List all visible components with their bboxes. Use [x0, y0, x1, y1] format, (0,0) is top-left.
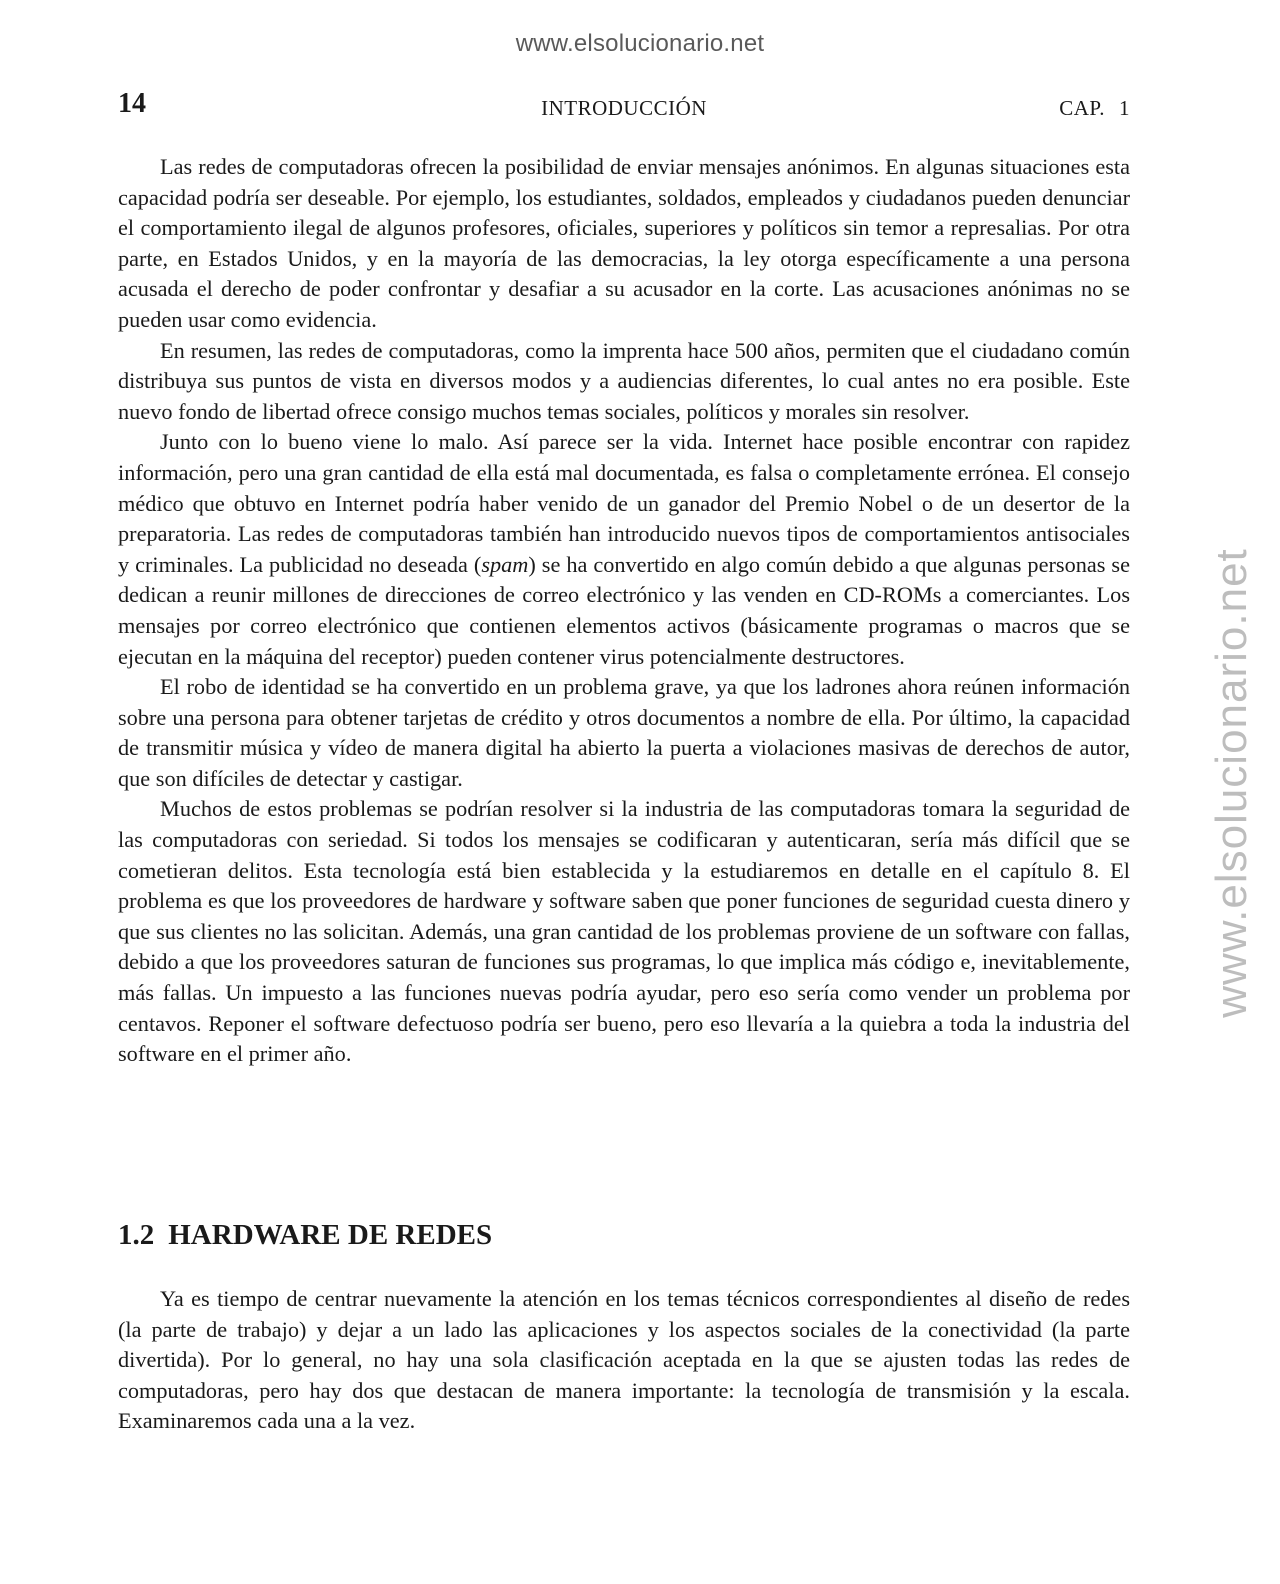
watermark-top: www.elsolucionario.net	[515, 30, 765, 57]
watermark-side: www.elsolucionario.net	[1207, 548, 1256, 1018]
emphasis-term: spam	[481, 551, 529, 577]
section-number: 1.2	[118, 1219, 155, 1251]
running-title: INTRODUCCIÓN	[541, 96, 707, 120]
running-head	[118, 88, 1130, 128]
paragraph: Muchos de estos problemas se podrían resolver si la industria de las computadoras tomara la seguridad de las computadoras con seriedad. Si todos los mensajes se codificaran y autenticaran, sería más difícil que se cometieran delitos. Esta tecnología está bien establecida y la estudiaremos en detalle en el capítulo 8. El problema es que los proveedores de hardware y software saben que poner funciones de seguridad cuesta dinero y que sus clientes no las solicitan. Además, una gran cantidad de los problemas proviene de un software con fallas, debido a que los proveedores saturan de funciones sus programas, lo que implica más código e, inevitablemente, más fallas. Un impuesto a las funciones nuevas podría ayudar, pero eso sería como vender un problema por centavos. Reponer el software defectuoso podría ser bueno, pero eso llevaría a la quiebra a toda la industria del software en el primer año.	[118, 796, 1130, 1067]
body-text	[118, 152, 1130, 1070]
section-body	[118, 1284, 1130, 1437]
chapter-indicator	[1059, 96, 1130, 121]
section-heading	[118, 1219, 492, 1252]
section-title: HARDWARE DE REDES	[168, 1219, 493, 1251]
paragraph: Las redes de computadoras ofrecen la posibilidad de enviar mensajes anónimos. En algunas situaciones esta capacidad podría ser deseable. Por ejemplo, los estudiantes, soldados, empleados y ciudadanos pueden denunciar el comportamiento ilegal de algunos profesores, oficiales, superiores y políticos sin temor a represalias. Por otra parte, en Estados Unidos, y en la mayoría de las democracias, la ley otorga específicamente a una persona acusada el derecho de poder confrontar y desafiar a su acusador en la corte. Las acusaciones anónimas no se pueden usar como evidencia.	[118, 154, 1130, 332]
paragraph: En resumen, las redes de computadoras, como la imprenta hace 500 años, permiten que el ciudadano común distribuya sus puntos de vista en diversos modos y a audiencias diferentes, lo cual antes no era posible. Este nuevo fondo de libertad ofrece consigo muchos temas sociales, políticos y morales sin resolver.	[118, 337, 1130, 424]
paragraph	[118, 427, 1130, 672]
page-number: 14	[118, 88, 146, 119]
paragraph: Ya es tiempo de centrar nuevamente la atención en los temas técnicos correspondientes al diseño de redes (la parte de trabajo) y dejar a un lado las aplicaciones y los aspectos sociales de la conectividad (la parte divertida). Por lo general, no hay una sola clasificación aceptada en la que se ajusten todas las redes de computadoras, pero hay dos que destacan de manera importante: la tecnología de transmisión y la escala. Examinaremos cada una a la vez.	[118, 1286, 1130, 1434]
paragraph-text: Junto con lo bueno viene lo malo. Así parece ser la vida. Internet hace posible encontrar con rapidez información, pero una gran cantidad de ella está mal documentada, es falsa o completamente errónea. El consejo médico que obtuvo en Internet podría haber venido de un ganador del Premio Nobel o de un desertor de la preparatoria. Las redes de computadoras también han introducido nuevos tipos de comportamientos antisociales y criminales. La publicidad no deseada (	[118, 429, 1130, 577]
paragraph: El robo de identidad se ha convertido en un problema grave, ya que los ladrones ahora reúnen información sobre una persona para obtener tarjetas de crédito y otros documentos a nombre de ella. Por último, la capacidad de transmitir música y vídeo de manera digital ha abierto la puerta a violaciones masivas de derechos de autor, que son difíciles de detectar y castigar.	[118, 674, 1130, 791]
chapter-label: CAP.	[1059, 96, 1105, 120]
chapter-number: 1	[1119, 96, 1130, 120]
paragraph-text: ) se ha convertido en algo común debido a que algunas personas se dedican a reunir millones de direcciones de correo electrónico y las venden en CD-ROMs a comerciantes. Los mensajes por correo electrónico que contienen elementos activos (básicamente programas o macros que se ejecutan en la máquina del receptor) pueden contener virus potencialmente destructores.	[118, 551, 1130, 669]
